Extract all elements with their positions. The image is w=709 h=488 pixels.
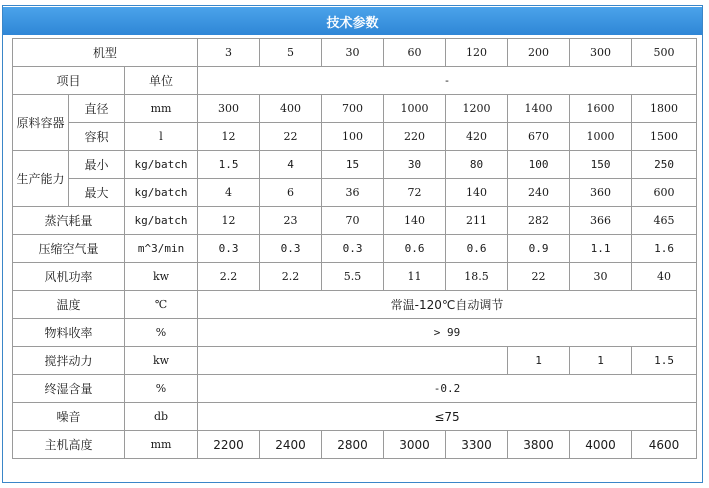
value-cell: 0.9 — [508, 235, 570, 263]
unit-cell: kw — [125, 347, 198, 375]
value-cell: 1400 — [508, 95, 570, 123]
value-cell: 360 — [570, 179, 632, 207]
item-value: - — [198, 67, 697, 95]
row-label: 温度 — [13, 291, 125, 319]
value-cell: 12 — [198, 123, 260, 151]
merged-value-cell: > 99 — [198, 319, 697, 347]
value-cell: 240 — [508, 179, 570, 207]
value-cell: 0.6 — [446, 235, 508, 263]
group-label-container: 原料容器 — [13, 95, 69, 151]
model-cell: 30 — [322, 39, 384, 67]
unit-cell: kg/batch — [125, 151, 198, 179]
value-cell: 15 — [322, 151, 384, 179]
value-cell: 250 — [632, 151, 697, 179]
value-cell: 1200 — [446, 95, 508, 123]
table-row — [13, 67, 697, 95]
group-label-capacity: 生产能力 — [13, 151, 69, 207]
value-cell: 220 — [384, 123, 446, 151]
model-cell: 5 — [260, 39, 322, 67]
row-label: 压缩空气量 — [13, 235, 125, 263]
value-cell: 2.2 — [198, 263, 260, 291]
table-row — [13, 347, 697, 375]
unit-cell: m^3/min — [125, 235, 198, 263]
value-cell: 2.2 — [260, 263, 322, 291]
spec-table — [12, 38, 697, 459]
value-cell: 1.5 — [198, 151, 260, 179]
row-label: 噪音 — [13, 403, 125, 431]
value-cell: 30 — [384, 151, 446, 179]
value-cell: 4000 — [570, 431, 632, 459]
table-row — [13, 263, 697, 291]
value-cell: 4 — [260, 151, 322, 179]
value-cell: 80 — [446, 151, 508, 179]
value-cell: 600 — [632, 179, 697, 207]
value-cell: 72 — [384, 179, 446, 207]
value-cell: 366 — [570, 207, 632, 235]
model-cell: 300 — [570, 39, 632, 67]
value-cell: 1 — [508, 347, 570, 375]
table-row — [13, 375, 697, 403]
value-cell: 70 — [322, 207, 384, 235]
value-cell: 1000 — [384, 95, 446, 123]
value-cell: 400 — [260, 95, 322, 123]
value-cell: 23 — [260, 207, 322, 235]
value-cell: 100 — [508, 151, 570, 179]
value-cell: 18.5 — [446, 263, 508, 291]
value-cell: 1500 — [632, 123, 697, 151]
unit-cell: % — [125, 319, 198, 347]
value-cell: 282 — [508, 207, 570, 235]
table-row — [13, 95, 697, 123]
model-cell: 500 — [632, 39, 697, 67]
row-label: 蒸汽耗量 — [13, 207, 125, 235]
value-cell: 211 — [446, 207, 508, 235]
value-cell: 0.6 — [384, 235, 446, 263]
value-cell: 1000 — [570, 123, 632, 151]
unit-cell: mm — [125, 95, 198, 123]
value-cell: 6 — [260, 179, 322, 207]
unit-cell: kg/batch — [125, 179, 198, 207]
merged-value-cell: 常温-120℃自动调节 — [198, 291, 697, 319]
table-row — [13, 403, 697, 431]
table-row — [13, 431, 697, 459]
table-row — [13, 179, 697, 207]
value-cell: 2800 — [322, 431, 384, 459]
table-row — [13, 123, 697, 151]
value-cell: 1800 — [632, 95, 697, 123]
value-cell: 3000 — [384, 431, 446, 459]
value-cell: 40 — [632, 263, 697, 291]
value-cell: 3300 — [446, 431, 508, 459]
unit-cell: l — [125, 123, 198, 151]
value-cell: 140 — [384, 207, 446, 235]
value-cell: 0.3 — [198, 235, 260, 263]
value-cell: 300 — [198, 95, 260, 123]
value-cell: 2200 — [198, 431, 260, 459]
row-label: 风机功率 — [13, 263, 125, 291]
unit-cell: db — [125, 403, 198, 431]
row-label: 物料收率 — [13, 319, 125, 347]
model-cell: 3 — [198, 39, 260, 67]
row-label: 终湿含量 — [13, 375, 125, 403]
value-cell: 30 — [570, 263, 632, 291]
row-label: 容积 — [69, 123, 125, 151]
item-label: 项目 — [13, 67, 125, 95]
value-cell: 0.3 — [260, 235, 322, 263]
table-row — [13, 235, 697, 263]
merged-value-cell: -0.2 — [198, 375, 697, 403]
unit-label: 单位 — [125, 67, 198, 95]
row-label: 搅拌动力 — [13, 347, 125, 375]
table-row — [13, 207, 697, 235]
unit-cell: kg/batch — [125, 207, 198, 235]
value-cell: 1.1 — [570, 235, 632, 263]
value-cell: 140 — [446, 179, 508, 207]
merged-value-cell: ≤75 — [198, 403, 697, 431]
table-header-row — [13, 39, 697, 67]
value-cell: 3800 — [508, 431, 570, 459]
value-cell: 465 — [632, 207, 697, 235]
value-cell: 0.3 — [322, 235, 384, 263]
value-cell: 1.6 — [632, 235, 697, 263]
table-row — [13, 319, 697, 347]
unit-cell: mm — [125, 431, 198, 459]
model-label: 机型 — [13, 39, 198, 67]
value-cell: 100 — [322, 123, 384, 151]
row-label: 最小 — [69, 151, 125, 179]
value-cell: 1600 — [570, 95, 632, 123]
row-label: 直径 — [69, 95, 125, 123]
unit-cell: kw — [125, 263, 198, 291]
value-cell: 5.5 — [322, 263, 384, 291]
model-cell: 120 — [446, 39, 508, 67]
value-cell: 36 — [322, 179, 384, 207]
unit-cell: ℃ — [125, 291, 198, 319]
model-cell: 60 — [384, 39, 446, 67]
table-row — [13, 291, 697, 319]
value-cell: 700 — [322, 95, 384, 123]
panel-title: 技术参数 — [3, 7, 702, 35]
value-cell: 11 — [384, 263, 446, 291]
value-cell: 2400 — [260, 431, 322, 459]
table-row — [13, 151, 697, 179]
row-label: 最大 — [69, 179, 125, 207]
value-cell: 4 — [198, 179, 260, 207]
unit-cell: % — [125, 375, 198, 403]
row-label: 主机高度 — [13, 431, 125, 459]
value-cell: 4600 — [632, 431, 697, 459]
model-cell: 200 — [508, 39, 570, 67]
value-cell: 420 — [446, 123, 508, 151]
value-cell: 1.5 — [632, 347, 697, 375]
value-cell: 12 — [198, 207, 260, 235]
value-cell: 1 — [570, 347, 632, 375]
value-cell: 670 — [508, 123, 570, 151]
empty-cell — [198, 347, 508, 375]
value-cell: 22 — [260, 123, 322, 151]
value-cell: 150 — [570, 151, 632, 179]
value-cell: 22 — [508, 263, 570, 291]
